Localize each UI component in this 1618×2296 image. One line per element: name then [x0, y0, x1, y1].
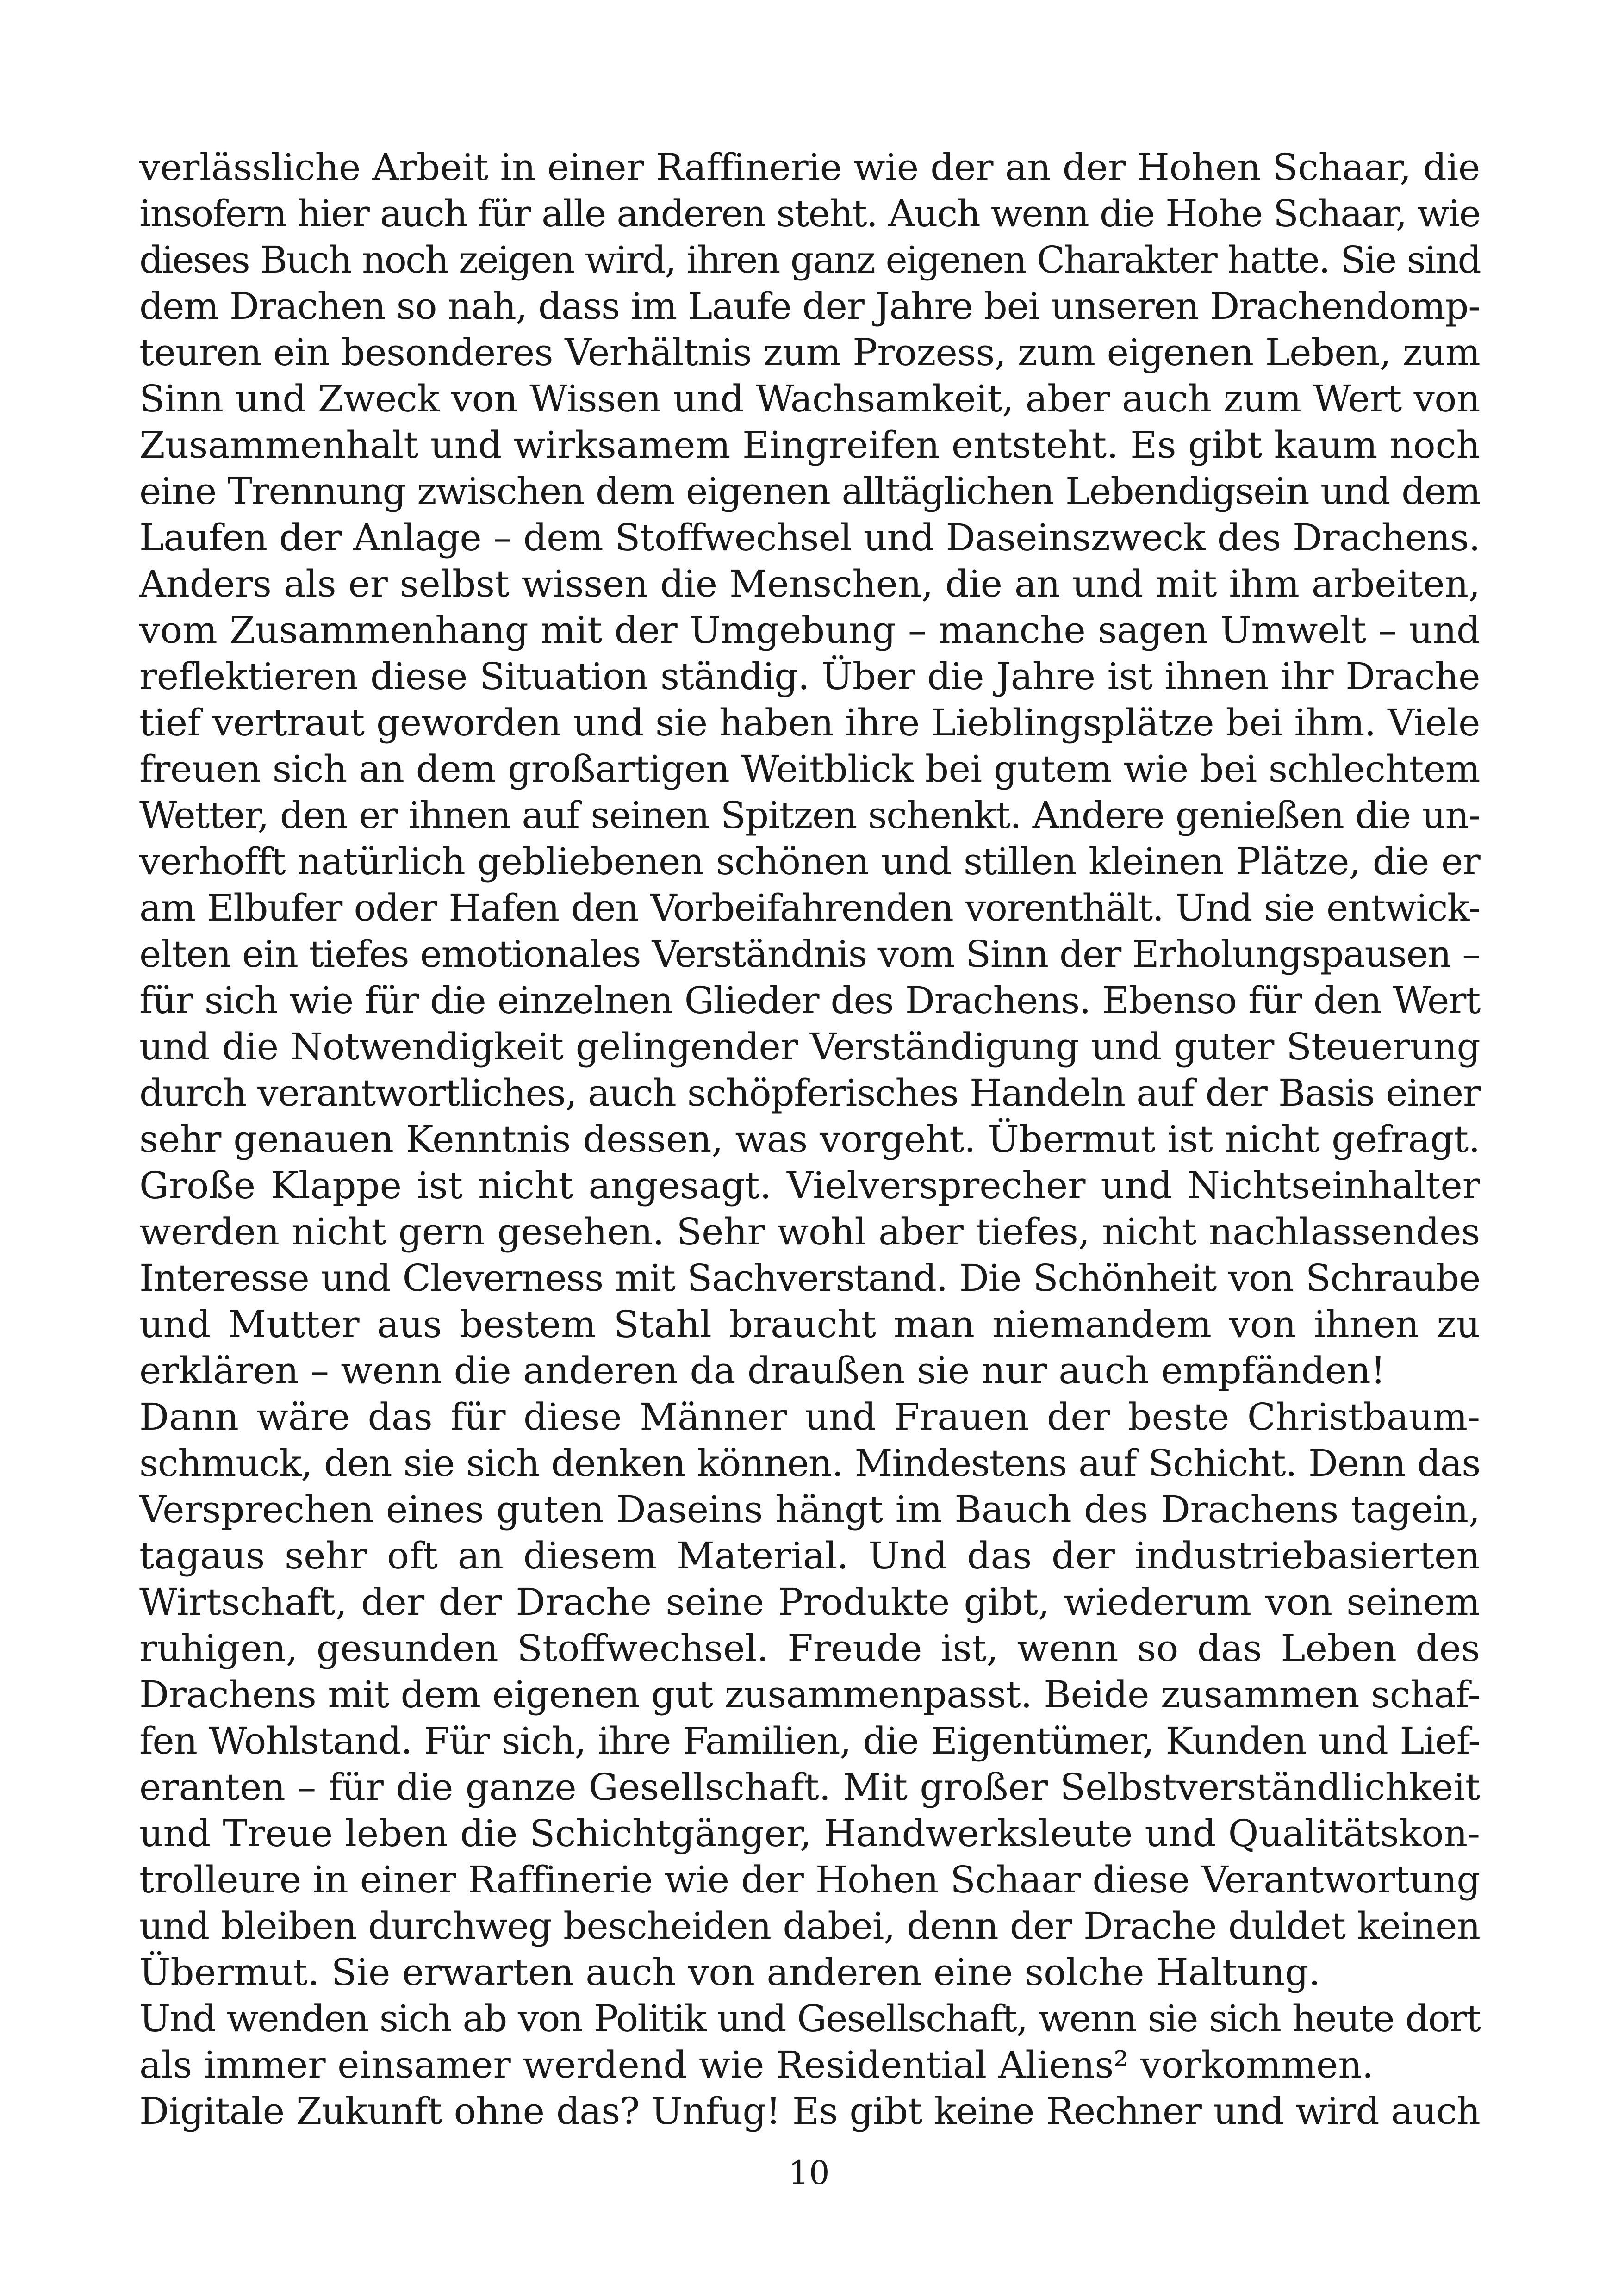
text-line: am Elbufer oder Hafen den Vorbeifahrenden vorenthält. Und sie entwick-: [139, 886, 1480, 929]
text-line: Zusammenhalt und wirksamem Eingreifen entsteht. Es gibt kaum noch: [139, 423, 1480, 467]
text-line: Interesse und Cleverness mit Sachverstand. Die Schönheit von Schraube: [139, 1257, 1480, 1300]
text-line: Digitale Zukunft ohne das? Unfug! Es gibt keine Rechner und wird auch: [139, 2090, 1480, 2133]
text-line: werden nicht gern gesehen. Sehr wohl aber tiefes, nicht nachlassendes: [139, 1210, 1480, 1253]
text-line: Dann wäre das für diese Männer und Frauen der beste Christbaum-: [139, 1395, 1480, 1438]
text-line: elten ein tiefes emotionales Verständnis vom Sinn der Erholungspausen –: [139, 933, 1480, 976]
text-line: und bleiben durchweg bescheiden dabei, denn der Drache duldet keinen: [139, 1904, 1480, 1948]
text-line: sehr genauen Kenntnis dessen, was vorgeht. Übermut ist nicht gefragt.: [139, 1118, 1480, 1161]
text-line: Laufen der Anlage – dem Stoffwechsel und Daseinszweck des Drachens.: [139, 516, 1480, 559]
text-line: eine Trennung zwischen dem eigenen alltäglichen Lebendigsein und dem: [139, 470, 1480, 513]
text-line: Große Klappe ist nicht angesagt. Vielversprecher und Nichtseinhalter: [139, 1164, 1480, 1207]
text-line: eranten – für die ganze Gesellschaft. Mit großer Selbstverständlichkeit: [139, 1766, 1480, 1809]
text-line: tagaus sehr oft an diesem Material. Und das der industriebasierten: [139, 1534, 1480, 1577]
text-line: schmuck, den sie sich denken können. Mindestens auf Schicht. Denn das: [139, 1442, 1480, 1485]
text-line: Anders als er selbst wissen die Menschen, die an und mit ihm arbeiten,: [139, 562, 1480, 605]
text-line: trolleure in einer Raffinerie wie der Hohen Schaar diese Verantwortung: [139, 1858, 1480, 1901]
body-text: [139, 144, 1480, 2134]
text-line: fen Wohlstand. Für sich, ihre Familien, die Eigentümer, Kunden und Lief-: [139, 1719, 1480, 1762]
text-line: tief vertraut geworden und sie haben ihre Lieblingsplätze bei ihm. Viele: [139, 701, 1480, 744]
text-line: teuren ein besonderes Verhältnis zum Prozess, zum eigenen Leben, zum: [139, 331, 1480, 374]
text-line: dieses Buch noch zeigen wird, ihren ganz eigenen Charakter hatte. Sie sind: [139, 238, 1480, 281]
text-line: reflektieren diese Situation ständig. Über die Jahre ist ihnen ihr Drache: [139, 655, 1480, 698]
text-line: Sinn und Zweck von Wissen und Wachsamkeit, aber auch zum Wert von: [139, 377, 1480, 420]
text-line: dem Drachen so nah, dass im Laufe der Jahre bei unseren Drachendomp-: [139, 285, 1480, 328]
text-line: Drachens mit dem eigenen gut zusammenpasst. Beide zusammen schaf-: [139, 1673, 1480, 1716]
text-line: verhofft natürlich gebliebenen schönen und stillen kleinen Plätze, die er: [139, 840, 1480, 883]
text-line: als immer einsamer werdend wie Residential Aliens² vorkommen.: [139, 2043, 1374, 2086]
text-line: freuen sich an dem großartigen Weitblick bei gutem wie bei schlechtem: [139, 747, 1480, 790]
text-line: Wetter, den er ihnen auf seinen Spitzen schenkt. Andere genießen die un-: [139, 794, 1480, 837]
text-line: und Treue leben die Schichtgänger, Handwerksleute und Qualitätskon-: [139, 1812, 1480, 1855]
text-line: durch verantwortliches, auch schöpferisches Handeln auf der Basis einer: [139, 1071, 1480, 1114]
text-line: Wirtschaft, der der Drache seine Produkte gibt, wiederum von seinem: [139, 1580, 1480, 1624]
text-line: für sich wie für die einzelnen Glieder des Drachens. Ebenso für den Wert: [139, 979, 1480, 1022]
text-line: und Mutter aus bestem Stahl braucht man niemandem von ihnen zu: [139, 1303, 1480, 1346]
text-line: ruhigen, gesunden Stoffwechsel. Freude ist, wenn so das Leben des: [139, 1627, 1480, 1670]
text-line: Und wenden sich ab von Politik und Gesellschaft, wenn sie sich heute dort: [139, 1997, 1480, 2040]
text-line: Übermut. Sie erwarten auch von anderen eine solche Haltung.: [139, 1951, 1320, 1994]
text-line: erklären – wenn die anderen da draußen sie nur auch empfänden!: [139, 1349, 1386, 1392]
text-line: verlässliche Arbeit in einer Raffinerie wie der an der Hohen Schaar, die: [139, 146, 1480, 189]
page-number: 10: [788, 2154, 830, 2192]
text-line: und die Notwendigkeit gelingender Verständigung und guter Steuerung: [139, 1025, 1480, 1068]
text-line: insofern hier auch für alle anderen steht. Auch wenn die Hohe Schaar, wie: [139, 192, 1480, 235]
text-line: Versprechen eines guten Daseins hängt im Bauch des Drachens tagein,: [139, 1488, 1480, 1531]
text-line: vom Zusammenhang mit der Umgebung – manche sagen Umwelt – und: [139, 609, 1480, 652]
